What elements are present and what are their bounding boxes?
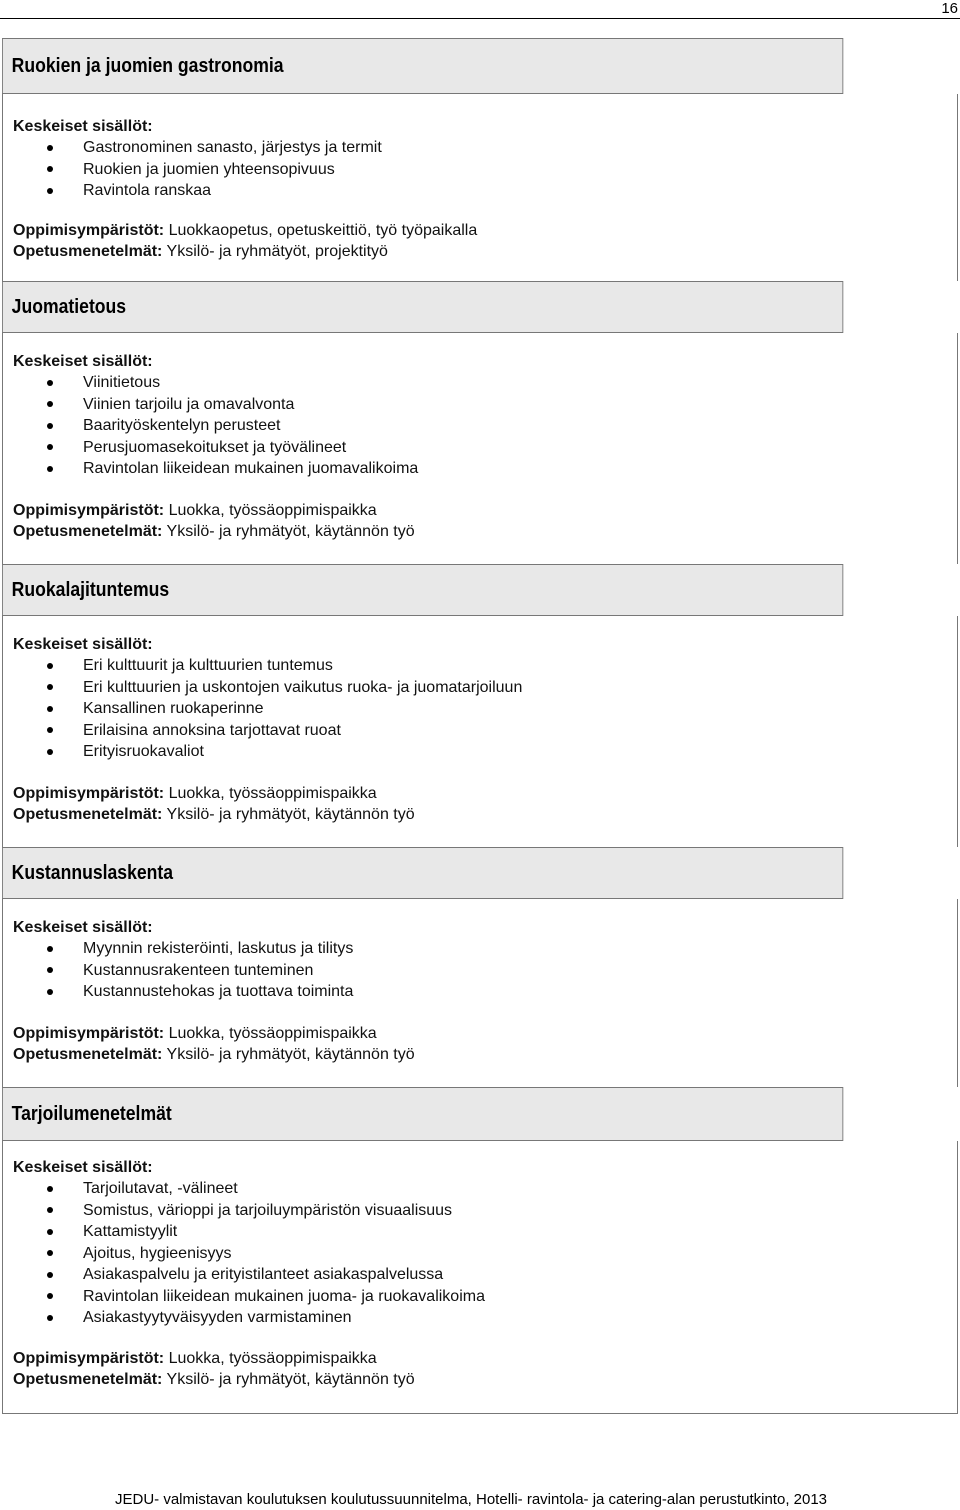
curriculum-table (2, 38, 958, 1414)
list-item: Ajoitus, hygieenisyys (13, 1243, 957, 1265)
bullet-icon (47, 1250, 53, 1256)
page-footer: JEDU- valmistavan koulutuksen koulutussuunnitelma, Hotelli- ravintola- ja catering-alan perustutkinto, 2013 (115, 1491, 828, 1508)
contents-list (13, 655, 957, 763)
contents-list (13, 938, 957, 1003)
methods-label: Opetusmenetelmät: (13, 805, 163, 823)
list-item: Kustannustehokas ja tuottava toiminta (13, 981, 957, 1003)
bullet-icon (47, 989, 53, 995)
methods-value: Yksilö- ja ryhmätyöt, käytännön työ (166, 1370, 415, 1388)
methods-line (13, 521, 957, 542)
bullet-icon (47, 946, 53, 952)
methods-label: Opetusmenetelmät: (13, 1370, 163, 1388)
list-item: Kansallinen ruokaperinne (13, 698, 957, 720)
list-item: Erilaisina annoksina tarjottavat ruoat (13, 720, 957, 742)
environments-line (13, 500, 957, 521)
list-item: Eri kulttuurit ja kulttuurien tuntemus (13, 655, 957, 677)
list-item: Eri kulttuurien ja uskontojen vaikutus ruoka- ja juomatarjoiluun (13, 677, 957, 699)
contents-label: Keskeiset sisällöt: (13, 353, 153, 370)
list-item: Perusjuomasekoitukset ja työvälineet (13, 437, 957, 459)
section-body (2, 899, 958, 1087)
environments-value: Luokka, työssäoppimispaikka (168, 1024, 377, 1042)
environments-label: Oppimisympäristöt: (13, 221, 165, 239)
section-header (2, 847, 843, 899)
header-rule (0, 18, 960, 19)
environments-label: Oppimisympäristöt: (13, 1349, 165, 1367)
environments-line (13, 783, 957, 804)
list-item: Ruokien ja juomien yhteensopivuus (13, 159, 957, 181)
environments-line (13, 1348, 957, 1369)
bullet-icon (47, 466, 53, 472)
environments-value: Luokka, työssäoppimispaikka (168, 784, 377, 802)
contents-label: Keskeiset sisällöt: (13, 636, 153, 653)
list-item: Gastronominen sanasto, järjestys ja termit (13, 137, 957, 159)
bullet-icon (47, 684, 53, 690)
list-item: Asiakastyytyväisyyden varmistaminen (13, 1307, 957, 1329)
bullet-icon (47, 1315, 53, 1321)
contents-label: Keskeiset sisällöt: (13, 919, 153, 936)
bullet-icon (47, 749, 53, 755)
methods-line (13, 1369, 957, 1390)
section-body (2, 616, 958, 847)
environments-value: Luokkaopetus, opetuskeittiö, työ työpaikalla (168, 221, 478, 239)
contents-list (13, 372, 957, 480)
bullet-icon (47, 1272, 53, 1278)
bullet-icon (47, 1229, 53, 1235)
section-body (2, 94, 958, 281)
list-item: Somistus, värioppi ja tarjoiluympäristön visuaalisuus (13, 1200, 957, 1222)
environments-value: Luokka, työssäoppimispaikka (168, 1349, 377, 1367)
contents-list (13, 137, 957, 202)
bullet-icon (47, 188, 53, 194)
bullet-icon (47, 1293, 53, 1299)
methods-line (13, 1044, 957, 1065)
bullet-icon (47, 663, 53, 669)
environments-label: Oppimisympäristöt: (13, 501, 165, 519)
environments-label: Oppimisympäristöt: (13, 784, 165, 802)
section-header (2, 281, 843, 333)
bullet-icon (47, 145, 53, 151)
table-bottom-border (2, 1413, 958, 1414)
bullet-icon (47, 444, 53, 450)
methods-label: Opetusmenetelmät: (13, 1045, 163, 1063)
contents-label: Keskeiset sisällöt: (13, 1159, 153, 1176)
section-body (2, 333, 958, 564)
section-header (2, 1087, 843, 1141)
section-header (2, 564, 843, 616)
bullet-icon (47, 166, 53, 172)
methods-line (13, 241, 957, 262)
bullet-icon (47, 727, 53, 733)
methods-value: Yksilö- ja ryhmätyöt, projektityö (166, 242, 388, 260)
list-item: Kattamistyylit (13, 1221, 957, 1243)
environments-label: Oppimisympäristöt: (13, 1024, 165, 1042)
bullet-icon (47, 423, 53, 429)
bullet-icon (47, 1207, 53, 1213)
list-item: Viinien tarjoilu ja omavalvonta (13, 394, 957, 416)
methods-label: Opetusmenetelmät: (13, 242, 163, 260)
methods-label: Opetusmenetelmät: (13, 522, 163, 540)
section-body (2, 1141, 958, 1413)
bullet-icon (47, 967, 53, 973)
section-title: Tarjoilumenetelmät (11, 1103, 172, 1125)
list-item: Ravintolan liikeidean mukainen juoma- ja ruokavalikoima (13, 1286, 957, 1308)
methods-line (13, 804, 957, 825)
contents-label: Keskeiset sisällöt: (13, 118, 153, 135)
list-item: Baarityöskentelyn perusteet (13, 415, 957, 437)
environments-value: Luokka, työssäoppimispaikka (168, 501, 377, 519)
contents-list (13, 1178, 957, 1329)
methods-value: Yksilö- ja ryhmätyöt, käytännön työ (166, 1045, 415, 1063)
list-item: Asiakaspalvelu ja erityistilanteet asiakaspalvelussa (13, 1264, 957, 1286)
bullet-icon (47, 380, 53, 386)
section-title: Kustannuslaskenta (11, 862, 174, 884)
environments-line (13, 220, 957, 241)
list-item: Ravintolan liikeidean mukainen juomavalikoima (13, 458, 957, 480)
section-title: Juomatietous (11, 296, 127, 318)
bullet-icon (47, 401, 53, 407)
section-title: Ruokalajituntemus (11, 579, 170, 601)
list-item: Erityisruokavaliot (13, 741, 957, 763)
page-number: 16 (941, 0, 958, 17)
section-header (2, 38, 843, 94)
list-item: Myynnin rekisteröinti, laskutus ja tilitys (13, 938, 957, 960)
methods-value: Yksilö- ja ryhmätyöt, käytännön työ (166, 805, 415, 823)
list-item: Tarjoilutavat, -välineet (13, 1178, 957, 1200)
section-title: Ruokien ja juomien gastronomia (11, 55, 284, 77)
list-item: Viinitietous (13, 372, 957, 394)
methods-value: Yksilö- ja ryhmätyöt, käytännön työ (166, 522, 415, 540)
list-item: Ravintola ranskaa (13, 180, 957, 202)
bullet-icon (47, 1186, 53, 1192)
bullet-icon (47, 706, 53, 712)
environments-line (13, 1023, 957, 1044)
list-item: Kustannusrakenteen tunteminen (13, 960, 957, 982)
